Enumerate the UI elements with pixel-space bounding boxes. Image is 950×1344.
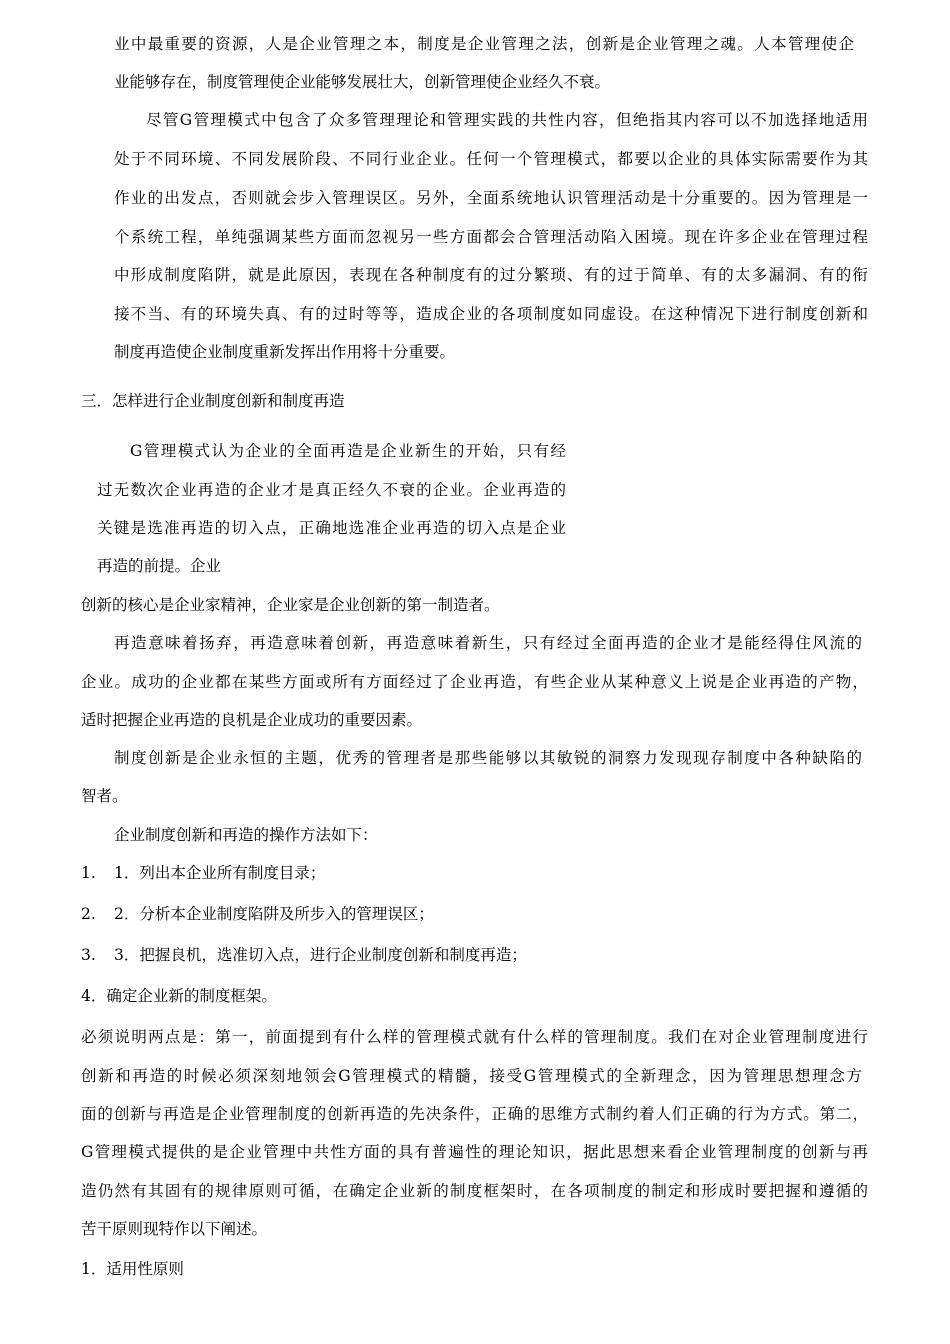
paragraph-line: 苦干原则现特作以下阐述。 xyxy=(81,1220,268,1238)
paragraph-line: G管理模式提供的是企业管理中共性方面的具有普遍性的理论知识，据此思想来看企业管理制度的创新与再 xyxy=(81,1143,868,1161)
paragraph-line: 过无数次企业再造的企业才是真正经久不衰的企业。企业再造的 xyxy=(97,481,566,499)
paragraph-line: 再造的前提。企业 xyxy=(97,557,222,575)
list-item: 4．确定企业新的制度框架。 xyxy=(81,987,277,1005)
paragraph-line: 接不当、有的环境失真、有的过时等等，造成企业的各项制度如同虚设。在这种情况下进行制度创新和 xyxy=(114,305,868,323)
paragraph-line: 业能够存在，制度管理使企业能够发展壮大，创新管理使企业经久不衰。 xyxy=(114,73,611,91)
paragraph-line: 创新和再造的时候必须深刻地领会G管理模式的精髓，接受G管理模式的全新理念，因为管理思想理念方 xyxy=(81,1067,862,1085)
paragraph-line: 作业的出发点，否则就会步入管理误区。另外，全面系统地认识管理活动是十分重要的。因为管理是一 xyxy=(114,189,868,207)
paragraph-line: 造仍然有其固有的规律原则可循，在确定企业新的制度框架时，在各项制度的制定和形成时要把握和遵循的 xyxy=(81,1182,868,1200)
paragraph-line: 制度再造使企业制度重新发挥出作用将十分重要。 xyxy=(114,343,456,361)
paragraph-line: 面的创新与再造是企业管理制度的创新再造的先决条件，正确的思维方式制约着人们正确的行为方式。第二， xyxy=(81,1105,868,1123)
list-marker: 1. xyxy=(81,864,96,882)
paragraph-line: 业中最重要的资源，人是企业管理之本，制度是企业管理之法，创新是企业管理之魂。人本管理使企 xyxy=(114,35,854,53)
paragraph-line: 智者。 xyxy=(81,787,128,805)
list-item: 3．把握良机，选准切入点，进行企业制度创新和制度再造； xyxy=(114,946,527,964)
list-item: 1．列出本企业所有制度目录； xyxy=(114,864,326,882)
paragraph-line: 再造意味着扬弃，再造意味着创新，再造意味着新生，只有经过全面再造的企业才是能经得住风流的 xyxy=(114,634,862,652)
list-item: 2．分析本企业制度陷阱及所步入的管理误区； xyxy=(114,905,434,923)
paragraph-line: 企业。成功的企业都在某些方面或所有方面经过了企业再造，有些企业从某种意义上说是企业再造的产物， xyxy=(81,673,868,691)
paragraph-line: G管理模式认为企业的全面再造是企业新生的开始，只有经 xyxy=(130,442,566,460)
list-intro: 企业制度创新和再造的操作方法如下： xyxy=(114,826,378,844)
paragraph-line: 尽管G管理模式中包含了众多管理理论和管理实践的共性内容，但绝指其内容可以不加选择地适用 xyxy=(146,111,868,129)
subheading: 1．适用性原则 xyxy=(81,1260,184,1278)
list-marker: 2. xyxy=(81,905,96,923)
paragraph-line: 必须说明两点是：第一，前面提到有什么样的管理模式就有什么样的管理制度。我们在对企业管理制度进行 xyxy=(81,1028,868,1046)
paragraph-line: 个系统工程，单纯强调某些方面而忽视另一些方面都会合管理活动陷入困境。现在许多企业在管理过程 xyxy=(114,228,868,246)
paragraph-line: 创新的核心是企业家精神，企业家是企业创新的第一制造者。 xyxy=(81,596,500,614)
paragraph-line: 制度创新是企业永恒的主题，优秀的管理者是那些能够以其敏锐的洞察力发现现存制度中各种缺陷的 xyxy=(114,749,862,767)
section-heading: 三．怎样进行企业制度创新和制度再造 xyxy=(81,392,345,410)
paragraph-line: 中形成制度陷阱，就是此原因，表现在各种制度有的过分繁琐、有的过于简单、有的太多漏洞、有的衔 xyxy=(114,266,868,284)
paragraph-line: 关键是选准再造的切入点，正确地选准企业再造的切入点是企业 xyxy=(97,519,566,537)
paragraph-line: 处于不同环境、不同发展阶段、不同行业企业。任何一个管理模式，都要以企业的具体实际需要作为其 xyxy=(114,150,868,168)
list-marker: 3. xyxy=(81,946,96,964)
paragraph-line: 适时把握企业再造的良机是企业成功的重要因素。 xyxy=(81,711,423,729)
